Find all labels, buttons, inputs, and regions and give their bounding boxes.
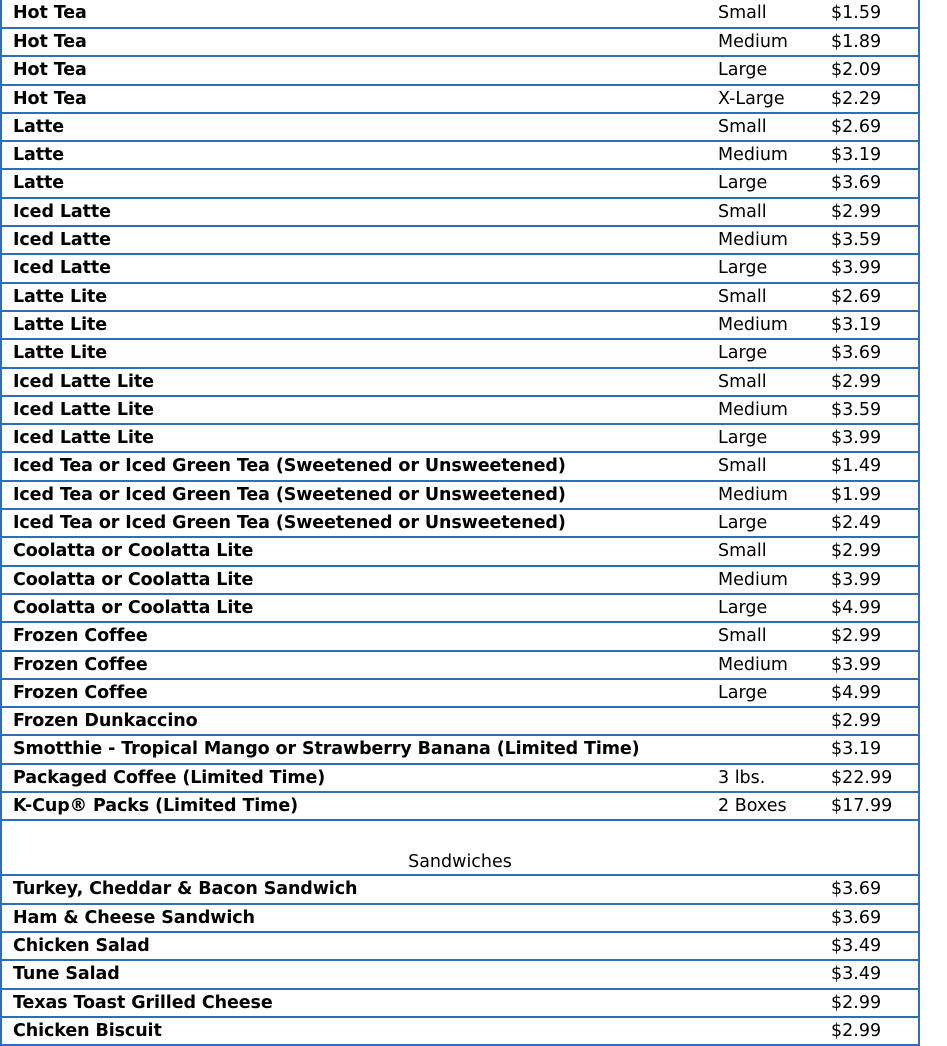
menu-row <box>2 595 918 623</box>
item-name: Tune Salad <box>13 964 120 985</box>
item-price: $3.69 <box>831 173 882 194</box>
menu-row <box>2 793 918 821</box>
menu-row <box>2 765 918 793</box>
item-size: 3 lbs. <box>718 767 766 788</box>
item-name: K-Cup® Packs (Limited Time) <box>13 796 298 817</box>
item-price: $2.29 <box>831 88 882 109</box>
item-size: Medium <box>718 654 788 675</box>
item-name: Hot Tea <box>13 88 87 109</box>
item-price: $2.09 <box>831 60 882 81</box>
item-name: Latte Lite <box>13 286 108 307</box>
item-price: $2.99 <box>831 371 882 392</box>
item-size: Small <box>718 3 767 23</box>
item-price: $22.99 <box>831 767 893 788</box>
menu-row <box>2 114 918 142</box>
menu-row <box>2 142 918 170</box>
item-size: X-Large <box>718 88 785 109</box>
item-size: Large <box>718 513 768 534</box>
item-price: $2.99 <box>831 1020 882 1041</box>
item-size: Medium <box>718 569 788 590</box>
item-name: Latte <box>13 116 65 137</box>
item-price: $2.99 <box>831 541 882 562</box>
item-name: Latte <box>13 173 65 194</box>
menu-row <box>2 990 918 1018</box>
item-size: Small <box>718 456 767 477</box>
item-name: Turkey, Cheddar & Bacon Sandwich <box>13 879 358 900</box>
item-price: $3.19 <box>831 145 882 166</box>
menu-row <box>2 397 918 425</box>
item-price: $3.69 <box>831 343 882 364</box>
item-name: Latte Lite <box>13 343 108 364</box>
menu-row <box>2 652 918 680</box>
menu-row <box>2 227 918 255</box>
item-size: Medium <box>718 484 788 505</box>
menu-row <box>2 961 918 989</box>
menu-row <box>2 933 918 961</box>
item-name: Coolatta or Coolatta Lite <box>13 541 254 562</box>
blank-row <box>2 821 918 846</box>
item-name: Frozen Coffee <box>13 682 148 703</box>
menu-row <box>2 680 918 708</box>
item-size: Medium <box>718 230 788 251</box>
item-name: Coolatta or Coolatta Lite <box>13 597 254 618</box>
menu-row <box>2 538 918 566</box>
menu-row <box>2 312 918 340</box>
section-heading: Sandwiches <box>408 852 512 873</box>
menu-row <box>2 57 918 85</box>
item-price: $3.99 <box>831 258 882 279</box>
item-price: $3.99 <box>831 654 882 675</box>
item-name: Hot Tea <box>13 32 87 52</box>
item-name: Frozen Coffee <box>13 654 148 675</box>
item-price: $3.59 <box>831 230 882 251</box>
item-name: Latte Lite <box>13 314 108 335</box>
item-name: Iced Latte <box>13 230 111 251</box>
item-size: Medium <box>718 399 788 420</box>
menu-row <box>2 708 918 736</box>
item-price: $17.99 <box>831 796 893 817</box>
item-price: $3.19 <box>831 739 882 760</box>
item-name: Chicken Salad <box>13 935 150 956</box>
menu-row <box>2 567 918 595</box>
item-price: $2.99 <box>831 626 882 647</box>
item-size: Large <box>718 682 768 703</box>
menu-row <box>2 340 918 368</box>
menu-row <box>2 453 918 481</box>
menu-row <box>2 905 918 933</box>
item-price: $3.19 <box>831 314 882 335</box>
item-size: Large <box>718 428 768 449</box>
item-price: $3.69 <box>831 907 882 928</box>
item-size: Small <box>718 286 767 307</box>
item-price: $3.59 <box>831 399 882 420</box>
item-name: Frozen Dunkaccino <box>13 711 198 732</box>
menu-row <box>2 482 918 510</box>
item-price: $2.69 <box>831 116 882 137</box>
item-size: Large <box>718 258 768 279</box>
item-name: Frozen Coffee <box>13 626 148 647</box>
item-size: Small <box>718 116 767 137</box>
menu-row <box>2 369 918 397</box>
item-size: 2 Boxes <box>718 796 787 817</box>
item-size: Large <box>718 60 768 81</box>
item-price: $3.49 <box>831 935 882 956</box>
item-price: $1.59 <box>831 3 882 23</box>
item-name: Hot Tea <box>13 3 87 23</box>
item-name: Smotthie - Tropical Mango or Strawberry Banana (Limited Time) <box>13 739 640 760</box>
item-name: Hot Tea <box>13 60 87 81</box>
menu-row <box>2 170 918 198</box>
item-price: $1.49 <box>831 456 882 477</box>
item-size: Large <box>718 597 768 618</box>
section-heading-row <box>2 846 918 876</box>
menu-row <box>2 510 918 538</box>
menu-row <box>2 425 918 453</box>
menu-row <box>2 284 918 312</box>
item-name: Iced Tea or Iced Green Tea (Sweetened or Unsweetened) <box>13 513 566 534</box>
item-price: $3.99 <box>831 428 882 449</box>
item-size: Medium <box>718 314 788 335</box>
item-price: $3.69 <box>831 879 882 900</box>
item-price: $4.99 <box>831 682 882 703</box>
menu-row <box>2 0 918 29</box>
item-price: $2.99 <box>831 992 882 1013</box>
item-name: Iced Tea or Iced Green Tea (Sweetened or Unsweetened) <box>13 484 566 505</box>
item-name: Latte <box>13 145 65 166</box>
item-size: Small <box>718 201 767 222</box>
item-size: Small <box>718 541 767 562</box>
item-name: Packaged Coffee (Limited Time) <box>13 767 326 788</box>
item-size: Small <box>718 371 767 392</box>
menu-row <box>2 86 918 114</box>
item-price: $1.89 <box>831 32 882 52</box>
item-name: Ham & Cheese Sandwich <box>13 907 255 928</box>
item-price: $4.99 <box>831 597 882 618</box>
item-price: $2.99 <box>831 711 882 732</box>
item-name: Coolatta or Coolatta Lite <box>13 569 254 590</box>
item-size: Medium <box>718 32 788 52</box>
menu-row <box>2 199 918 227</box>
item-size: Medium <box>718 145 788 166</box>
item-price: $2.99 <box>831 201 882 222</box>
item-name: Chicken Biscuit <box>13 1020 162 1041</box>
item-size: Large <box>718 173 768 194</box>
menu-row <box>2 876 918 904</box>
item-price: $1.99 <box>831 484 882 505</box>
item-price: $3.49 <box>831 964 882 985</box>
menu-row <box>2 736 918 764</box>
item-name: Iced Latte Lite <box>13 399 154 420</box>
item-price: $2.49 <box>831 513 882 534</box>
item-name: Iced Latte <box>13 258 111 279</box>
menu-row <box>2 29 918 57</box>
item-price: $3.99 <box>831 569 882 590</box>
item-name: Iced Latte <box>13 201 111 222</box>
menu-row <box>2 623 918 651</box>
item-name: Iced Latte Lite <box>13 371 154 392</box>
item-size: Large <box>718 343 768 364</box>
menu-row <box>2 255 918 283</box>
item-size: Small <box>718 626 767 647</box>
item-name: Texas Toast Grilled Cheese <box>13 992 273 1013</box>
item-price: $2.69 <box>831 286 882 307</box>
item-name: Iced Tea or Iced Green Tea (Sweetened or Unsweetened) <box>13 456 566 477</box>
item-name: Iced Latte Lite <box>13 428 154 449</box>
menu-row <box>2 1018 918 1046</box>
